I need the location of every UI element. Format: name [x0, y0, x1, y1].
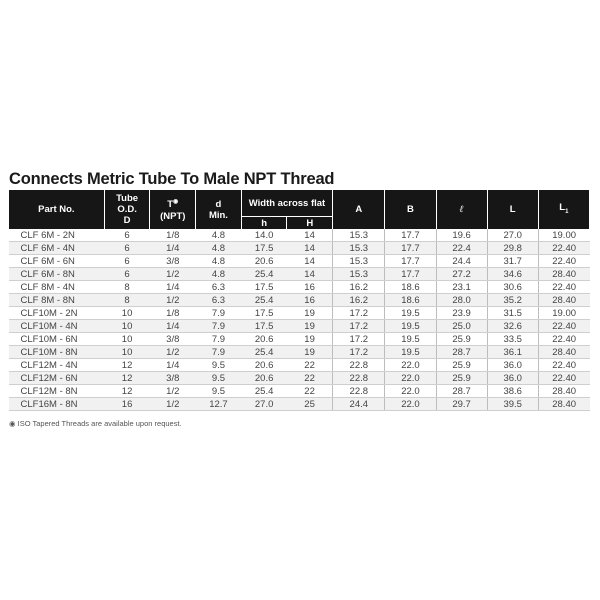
cell-tube-od: 6 — [104, 242, 150, 255]
cell-t-npt: 1/2 — [150, 385, 196, 398]
cell-l-italic: 28.0 — [436, 294, 487, 307]
header-part-no: Part No. — [9, 190, 105, 229]
cell-l1: 22.40 — [538, 320, 589, 333]
cell-h-upper: 22 — [287, 372, 333, 385]
cell-l1: 22.40 — [538, 372, 589, 385]
cell-part-no: CLF 6M - 6N — [9, 255, 105, 268]
cell-b: 22.0 — [385, 398, 436, 411]
cell-l1: 28.40 — [538, 294, 589, 307]
cell-tube-od: 10 — [104, 346, 150, 359]
cell-l1: 22.40 — [538, 359, 589, 372]
cell-h-upper: 19 — [287, 320, 333, 333]
header-d-min: d Min. — [196, 190, 242, 229]
cell-a: 17.2 — [333, 320, 385, 333]
cell-l: 39.5 — [487, 398, 538, 411]
cell-h-lower: 25.4 — [241, 294, 287, 307]
cell-a: 15.3 — [333, 255, 385, 268]
cell-t-npt: 1/4 — [150, 359, 196, 372]
cell-h-lower: 25.4 — [241, 268, 287, 281]
cell-h-lower: 17.5 — [241, 242, 287, 255]
cell-h-upper: 19 — [287, 346, 333, 359]
cell-l1: 22.40 — [538, 255, 589, 268]
cell-b: 18.6 — [385, 294, 436, 307]
cell-tube-od: 16 — [104, 398, 150, 411]
cell-h-upper: 14 — [287, 268, 333, 281]
cell-d-min: 4.8 — [196, 242, 242, 255]
table-row — [9, 385, 590, 398]
cell-h-lower: 27.0 — [241, 398, 287, 411]
cell-h-upper: 14 — [287, 242, 333, 255]
cell-tube-od: 8 — [104, 294, 150, 307]
cell-part-no: CLF10M - 2N — [9, 307, 105, 320]
cell-l-italic: 28.7 — [436, 385, 487, 398]
cell-tube-od: 10 — [104, 320, 150, 333]
cell-d-min: 4.8 — [196, 229, 242, 242]
footnote: ◉ ISO Tapered Threads are available upon request. — [9, 419, 182, 428]
cell-l1: 28.40 — [538, 268, 589, 281]
table-row — [9, 281, 590, 294]
cell-h-upper: 19 — [287, 333, 333, 346]
cell-l1: 22.40 — [538, 281, 589, 294]
cell-h-upper: 14 — [287, 255, 333, 268]
cell-part-no: CLF12M - 6N — [9, 372, 105, 385]
cell-part-no: CLF10M - 6N — [9, 333, 105, 346]
cell-a: 22.8 — [333, 385, 385, 398]
cell-tube-od: 10 — [104, 333, 150, 346]
cell-a: 17.2 — [333, 346, 385, 359]
table-row — [9, 242, 590, 255]
cell-part-no: CLF12M - 4N — [9, 359, 105, 372]
cell-l1: 22.40 — [538, 333, 589, 346]
cell-t-npt: 3/8 — [150, 372, 196, 385]
cell-h-lower: 25.4 — [241, 346, 287, 359]
table-row — [9, 359, 590, 372]
cell-a: 15.3 — [333, 242, 385, 255]
cell-l-italic: 25.0 — [436, 320, 487, 333]
cell-a: 15.3 — [333, 268, 385, 281]
cell-tube-od: 12 — [104, 372, 150, 385]
cell-d-min: 4.8 — [196, 255, 242, 268]
cell-part-no: CLF 6M - 4N — [9, 242, 105, 255]
cell-l1: 28.40 — [538, 346, 589, 359]
cell-l: 38.6 — [487, 385, 538, 398]
cell-part-no: CLF16M - 8N — [9, 398, 105, 411]
cell-l-italic: 27.2 — [436, 268, 487, 281]
cell-tube-od: 12 — [104, 359, 150, 372]
cell-l: 33.5 — [487, 333, 538, 346]
cell-b: 17.7 — [385, 229, 436, 242]
cell-b: 22.0 — [385, 385, 436, 398]
cell-h-upper: 16 — [287, 294, 333, 307]
cell-t-npt: 3/8 — [150, 333, 196, 346]
table-row — [9, 307, 590, 320]
header-h-lower: h — [241, 217, 287, 230]
cell-h-upper: 19 — [287, 307, 333, 320]
cell-l: 32.6 — [487, 320, 538, 333]
cell-a: 17.2 — [333, 307, 385, 320]
cell-l: 35.2 — [487, 294, 538, 307]
cell-t-npt: 1/4 — [150, 242, 196, 255]
cell-d-min: 9.5 — [196, 385, 242, 398]
cell-l-italic: 24.4 — [436, 255, 487, 268]
cell-a: 24.4 — [333, 398, 385, 411]
cell-tube-od: 6 — [104, 255, 150, 268]
cell-h-lower: 20.6 — [241, 372, 287, 385]
header-h-upper: H — [287, 217, 333, 230]
cell-a: 22.8 — [333, 372, 385, 385]
cell-part-no: CLF 6M - 2N — [9, 229, 105, 242]
cell-d-min: 12.7 — [196, 398, 242, 411]
cell-a: 16.2 — [333, 294, 385, 307]
cell-l: 29.8 — [487, 242, 538, 255]
page-title: Connects Metric Tube To Male NPT Thread — [9, 170, 335, 188]
cell-l-italic: 29.7 — [436, 398, 487, 411]
cell-t-npt: 1/2 — [150, 294, 196, 307]
header-a: A — [333, 190, 385, 229]
cell-l-italic: 25.9 — [436, 372, 487, 385]
cell-h-lower: 17.5 — [241, 281, 287, 294]
cell-h-lower: 14.0 — [241, 229, 287, 242]
cell-l: 36.1 — [487, 346, 538, 359]
cell-h-lower: 17.5 — [241, 307, 287, 320]
cell-h-upper: 22 — [287, 385, 333, 398]
table-row — [9, 294, 590, 307]
cell-d-min: 4.8 — [196, 268, 242, 281]
cell-l1: 22.40 — [538, 242, 589, 255]
cell-h-upper: 22 — [287, 359, 333, 372]
header-tube-od: Tube O.D. D — [104, 190, 150, 229]
table-row — [9, 333, 590, 346]
cell-tube-od: 12 — [104, 385, 150, 398]
cell-d-min: 7.9 — [196, 307, 242, 320]
cell-a: 17.2 — [333, 333, 385, 346]
cell-l1: 19.00 — [538, 307, 589, 320]
cell-tube-od: 6 — [104, 229, 150, 242]
cell-a: 15.3 — [333, 229, 385, 242]
cell-t-npt: 1/4 — [150, 320, 196, 333]
table-row — [9, 398, 590, 411]
cell-b: 17.7 — [385, 255, 436, 268]
cell-h-lower: 20.6 — [241, 255, 287, 268]
cell-a: 16.2 — [333, 281, 385, 294]
cell-l1: 28.40 — [538, 398, 589, 411]
cell-t-npt: 3/8 — [150, 255, 196, 268]
cell-b: 17.7 — [385, 268, 436, 281]
cell-l: 30.6 — [487, 281, 538, 294]
cell-d-min: 6.3 — [196, 281, 242, 294]
cell-l: 34.6 — [487, 268, 538, 281]
table-body — [9, 229, 590, 411]
cell-part-no: CLF 8M - 8N — [9, 294, 105, 307]
cell-b: 19.5 — [385, 333, 436, 346]
table-row — [9, 255, 590, 268]
cell-tube-od: 6 — [104, 268, 150, 281]
cell-t-npt: 1/2 — [150, 268, 196, 281]
cell-part-no: CLF12M - 8N — [9, 385, 105, 398]
cell-t-npt: 1/2 — [150, 346, 196, 359]
cell-a: 22.8 — [333, 359, 385, 372]
cell-d-min: 7.9 — [196, 333, 242, 346]
cell-d-min: 9.5 — [196, 359, 242, 372]
table-header — [9, 190, 590, 229]
cell-t-npt: 1/4 — [150, 281, 196, 294]
header-t-npt: T◉ (NPT) — [150, 190, 196, 229]
cell-l-italic: 28.7 — [436, 346, 487, 359]
cell-d-min: 9.5 — [196, 372, 242, 385]
cell-l: 27.0 — [487, 229, 538, 242]
cell-l-italic: 19.6 — [436, 229, 487, 242]
header-l: L — [487, 190, 538, 229]
cell-b: 22.0 — [385, 372, 436, 385]
cell-b: 22.0 — [385, 359, 436, 372]
cell-b: 17.7 — [385, 242, 436, 255]
cell-b: 19.5 — [385, 346, 436, 359]
header-width-across-flat: Width across flat — [241, 190, 332, 217]
cell-l-italic: 25.9 — [436, 333, 487, 346]
cell-h-lower: 20.6 — [241, 333, 287, 346]
cell-l: 31.7 — [487, 255, 538, 268]
cell-l: 31.5 — [487, 307, 538, 320]
cell-h-lower: 17.5 — [241, 320, 287, 333]
cell-l: 36.0 — [487, 372, 538, 385]
cell-part-no: CLF 6M - 8N — [9, 268, 105, 281]
cell-l-italic: 23.1 — [436, 281, 487, 294]
table-row — [9, 320, 590, 333]
cell-h-lower: 20.6 — [241, 359, 287, 372]
cell-h-lower: 25.4 — [241, 385, 287, 398]
cell-l: 36.0 — [487, 359, 538, 372]
cell-b: 19.5 — [385, 320, 436, 333]
cell-part-no: CLF 8M - 4N — [9, 281, 105, 294]
cell-d-min: 7.9 — [196, 320, 242, 333]
cell-t-npt: 1/2 — [150, 398, 196, 411]
cell-part-no: CLF10M - 4N — [9, 320, 105, 333]
cell-l-italic: 23.9 — [436, 307, 487, 320]
cell-d-min: 7.9 — [196, 346, 242, 359]
cell-tube-od: 8 — [104, 281, 150, 294]
cell-part-no: CLF10M - 8N — [9, 346, 105, 359]
spec-table — [8, 190, 590, 411]
table-row — [9, 372, 590, 385]
table-row — [9, 346, 590, 359]
cell-tube-od: 10 — [104, 307, 150, 320]
header-l1: $L_1$ — [538, 190, 589, 229]
table-row — [9, 268, 590, 281]
table-row — [9, 229, 590, 242]
header-b: B — [385, 190, 436, 229]
cell-t-npt: 1/8 — [150, 229, 196, 242]
cell-h-upper: 14 — [287, 229, 333, 242]
cell-d-min: 6.3 — [196, 294, 242, 307]
cell-h-upper: 16 — [287, 281, 333, 294]
cell-l1: 28.40 — [538, 385, 589, 398]
cell-l1: 19.00 — [538, 229, 589, 242]
cell-b: 19.5 — [385, 307, 436, 320]
cell-l-italic: 22.4 — [436, 242, 487, 255]
cell-b: 18.6 — [385, 281, 436, 294]
header-l-italic: ℓ — [436, 190, 487, 229]
cell-l-italic: 25.9 — [436, 359, 487, 372]
cell-t-npt: 1/8 — [150, 307, 196, 320]
cell-h-upper: 25 — [287, 398, 333, 411]
